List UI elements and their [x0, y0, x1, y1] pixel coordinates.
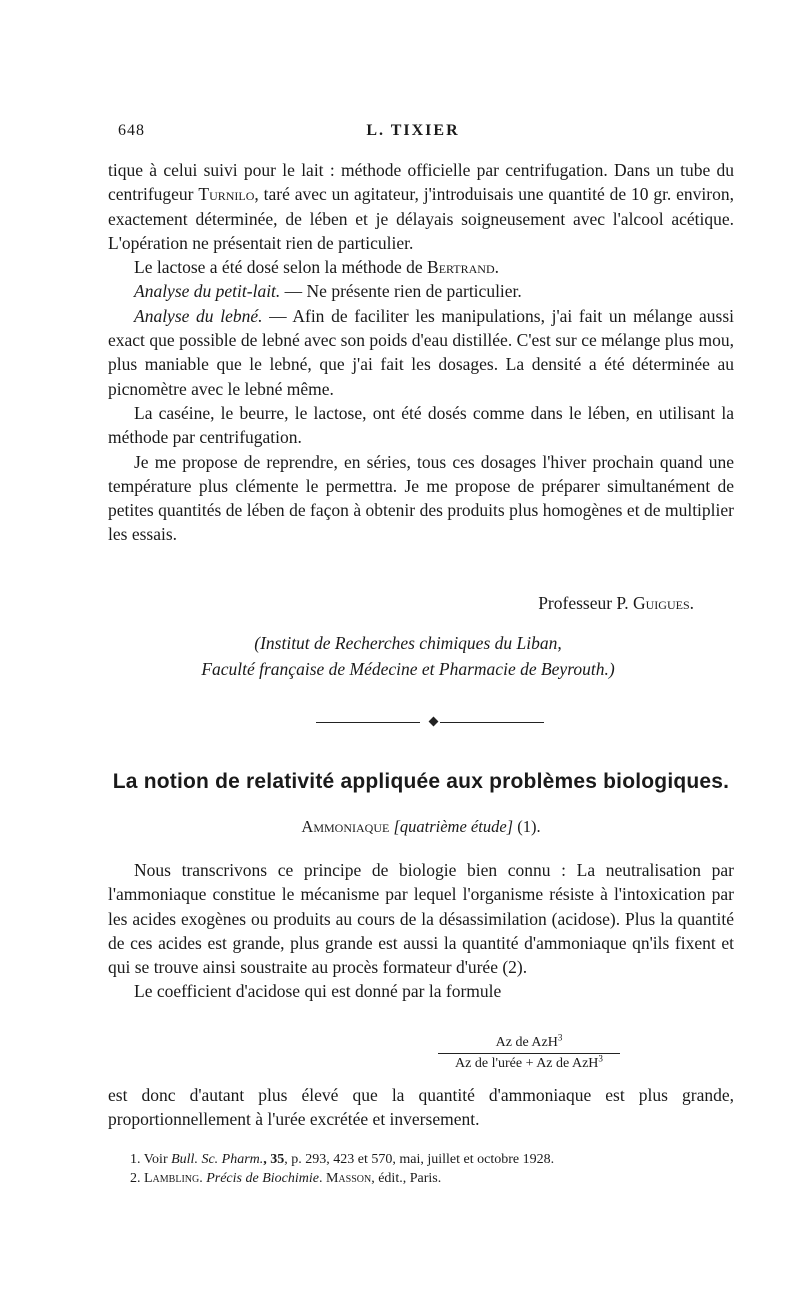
article-subtitle: Ammoniaque [quatrième étude] (1).: [301, 817, 541, 836]
footnote-2: 2. Lambling. Précis de Biochimie. Masson, édit., Paris.: [130, 1171, 442, 1186]
formula-denominator: Az de l'urée + Az de AzH$^3$: [455, 1053, 603, 1071]
section-divider: [316, 716, 544, 728]
institution-affiliation: [108, 630, 708, 682]
page-number: 648: [118, 122, 145, 139]
article-paragraph-2: Le coefficient d'acidose qui est donné par la formule: [134, 981, 502, 1002]
signature: Professeur P. Guigues.: [538, 593, 694, 613]
intro-paragraph-2: Le lactose a été dosé selon la méthode de Bertrand.: [134, 257, 500, 278]
intro-paragraph-3: Analyse du petit-lait. — Ne présente rien de particulier.: [134, 281, 522, 302]
footnote-1: 1. Voir Bull. Sc. Pharm., 35, p. 293, 423 et 570, mai, juillet et octobre 1928.: [130, 1152, 555, 1167]
formula-numerator: Az de AzH$^3$: [495, 1032, 563, 1050]
article-paragraph-3: est donc d'autant plus élevé que la quantité d'ammoniaque est plus grande, proportionnellement à l'urée excrétée et inversement.: [108, 1085, 734, 1130]
article-title: La notion de relativité appliquée aux problèmes biologiques.: [112, 770, 730, 793]
running-head: L. TIXIER: [366, 122, 460, 139]
article-conclusion: [108, 1083, 734, 1132]
intro-paragraph-4: Analyse du lebné. — Afin de faciliter les manipulations, j'ai fait un mélange aussi exact que possible de lebné avec son poids d'eau distillée. C'est sur ce mélange plus mou, plus maniable que le lebné, que j'ai fait les dosages. La densité a été déterminée au picnomètre avec le lebné même.: [108, 305, 735, 399]
institution-line-2: Faculté française de Médecine et Pharmacie de Beyrouth.): [201, 659, 615, 679]
intro-paragraph-1: tique à celui suivi pour le lait : méthode officielle par centrifugation. Dans un tube du centrifugeur Turnilo, taré avec un agitateur, j'introduisais une quantité de 10 gr. environ, exactement déterminée, de lében et je délayais soigneusement avec l'alcool acétique. L'opération ne présentait rien de particulier.: [108, 160, 734, 253]
intro-paragraph-5: La caséine, le beurre, le lactose, ont été dosés comme dans le lében, en utilisant la méthode par centrifugation.: [108, 402, 734, 448]
page-header: [118, 122, 738, 144]
diamond-ornament-icon: [429, 717, 439, 727]
author-turnilo: Turnilo: [198, 184, 255, 205]
intro-paragraph-6: Je me propose de reprendre, en séries, tous ces dosages l'hiver prochain quand une température plus clémente le permettra. Je me propose de préparer simultanément de petites quantités de lében de façon à obtenir des produits plus homogènes et de multiplier les essais.: [108, 451, 734, 545]
intro-text: [108, 158, 734, 547]
footnotes: [130, 1150, 734, 1188]
article-body: [108, 858, 734, 1004]
institution-line-1: (Institut de Recherches chimiques du Liban,: [254, 633, 562, 653]
article-paragraph-1: Nous transcrivons ce principe de biologie bien connu : La neutralisation par l'ammoniaque constitue le mécanisme par lequel l'organisme résiste à l'intoxication par les acides exogènes ou produits au cours de la désassimilation (acidose). Plus la quantité de ces acides est grande, plus grande est aussi la quantité d'ammoniaque qn'ils fixent et qui se trouve ainsi soustraite au procès formateur d'urée (2).: [108, 860, 734, 978]
